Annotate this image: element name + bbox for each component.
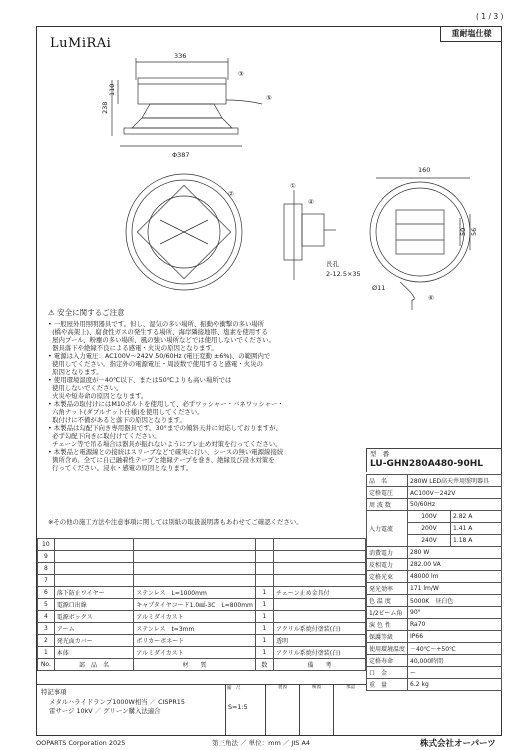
spec-key: 演 色 性 (367, 619, 408, 631)
part-note (273, 611, 365, 623)
part-qty (255, 563, 273, 575)
safety-line: 使用しないでください。 (48, 384, 123, 393)
spec-value: 280W LED高天井用照明器具 (408, 475, 502, 487)
footer-copyright: OOPARTS Corporation 2025 (36, 739, 126, 747)
part-note (273, 551, 365, 563)
part-mat: アルミダイカスト (134, 611, 256, 623)
part-mat: ポリカーボネート (134, 635, 256, 647)
model-number: LU-GHN280A480-90HL (370, 459, 483, 469)
dim-160: 160 (418, 166, 431, 174)
spec-value: －40℃～+50℃ (408, 643, 502, 655)
part-no: 4 (38, 611, 55, 623)
part-name (54, 563, 133, 575)
part-note: 透明 (273, 635, 365, 647)
part-name (54, 575, 133, 587)
footer-company: 株式会社オーパーツ (420, 739, 496, 749)
spec-voltage: 100V (408, 511, 451, 523)
table-row (38, 599, 366, 611)
body-outline (142, 104, 222, 118)
part-no: 1 (38, 647, 55, 659)
callout-5: ⑤ (266, 94, 272, 102)
callout-2: ② (228, 190, 234, 198)
safety-line: チェーン等で吊る場合は器具が振れないようにブレ止め対策を行ってください。 (48, 440, 282, 449)
spec-row (367, 679, 502, 691)
spec-value: 5000K 昼白色 (408, 595, 502, 607)
part-no: 6 (38, 587, 55, 599)
spec-row (367, 511, 502, 523)
safety-line: 原因となります。 (48, 368, 103, 377)
part-name: 電源口出線 (54, 599, 133, 611)
spec-value: 50/60Hz (408, 499, 502, 511)
model-label: 型 番 (370, 450, 390, 458)
part-qty (255, 551, 273, 563)
safety-line: 屋内プール、粉塵の多い場所、風の強い場所などでは使用しないでください。 (48, 336, 275, 345)
spec-value: AC100V～242V (408, 487, 502, 499)
spec-row (367, 487, 502, 499)
part-name: アーム (54, 623, 133, 635)
part-mat (134, 575, 256, 587)
callout-6: ⑥ (428, 294, 434, 302)
model-box (366, 448, 502, 472)
safety-line: 火災や短寿命の原因となります。 (48, 392, 148, 401)
spec-key: 口 金 (367, 667, 408, 679)
table-row (38, 587, 366, 599)
part-mat (134, 551, 256, 563)
safety-title: ⚠ 安全に関するご注意 (48, 308, 125, 317)
safety-line: (橋や高架上)、腐食性ガスの発生する場所、海岸隣接地帯、塩素を使用する (48, 328, 268, 337)
parts-header-name: 部 品 名 (54, 659, 133, 671)
sign-box-2: 検図 (300, 685, 334, 735)
part-no: 5 (38, 599, 55, 611)
safety-line: • 使用環境温度が－40℃以下、または50℃よりも高い場所では (48, 376, 232, 385)
part-mat (134, 539, 256, 551)
brand-logo: LuMiRAi (50, 36, 112, 51)
table-row (38, 623, 366, 635)
safety-notes (48, 308, 378, 472)
spec-key: 1/2ビーム角 (367, 607, 408, 619)
safety-line: • 本製品は勾配下向き専用器具です。30°までの傾斜天井に対応しておりますが、 (48, 424, 282, 433)
safety-line: 必ず勾配下向きに取付けてください。 (48, 432, 161, 441)
table-row (38, 611, 366, 623)
sign-box-3: 承認 (346, 685, 355, 690)
dim-336: 336 (174, 52, 187, 60)
spec-value: 90° (408, 607, 502, 619)
part-mat (134, 563, 256, 575)
special-line-2: 雷サージ 10kV ／ グリーン購入法適合 (49, 707, 161, 715)
spec-row (367, 643, 502, 655)
spec-row (367, 475, 502, 487)
lens-outline (124, 128, 238, 134)
spec-row (367, 667, 502, 679)
safety-line: 器具落下や絶縁不良による感電・火災の原因となります。 (48, 344, 218, 353)
spec-row (367, 583, 502, 595)
spec-key: 使用環境温度 (367, 643, 408, 655)
table-row (38, 563, 366, 575)
hole-label: 長孔 (326, 260, 339, 268)
spec-row (367, 607, 502, 619)
special-label: 特記事項 (41, 688, 67, 696)
part-mat: キャブタイヤコード1.0㎟-3C L=800mm (134, 599, 256, 611)
part-name (54, 551, 133, 563)
table-row (38, 539, 366, 551)
spec-value: IP66 (408, 631, 502, 643)
part-qty: 1 (255, 635, 273, 647)
part-qty: 1 (255, 599, 273, 611)
top-view-outer (370, 182, 470, 282)
spec-key: 定格寿命 (367, 655, 408, 667)
spec-value: 48000 lm (408, 571, 502, 583)
safety-lines (48, 320, 378, 472)
part-name: 本体 (54, 647, 133, 659)
part-no: 8 (38, 563, 55, 575)
spec-row (367, 655, 502, 667)
doc-type: 重耐塩仕様 (451, 29, 492, 38)
spec-key: 皮相電力 (367, 559, 408, 571)
safety-line: • 電源は入力電圧：AC100V～242V 50/60Hz (電圧変動 ±6%)、の範囲内で (48, 352, 271, 361)
spec-key: 発光効率 (367, 583, 408, 595)
arm-outline (138, 78, 226, 104)
spec-voltage: 200V (408, 523, 451, 535)
safety-footnote: ※その他の施工方法や注意事項に関しては別紙の取扱説明書もあわせてご確認ください。 (48, 518, 303, 526)
spec-row (367, 559, 502, 571)
part-mat: ステンレス L=1000mm (134, 587, 256, 599)
part-name: 発光面カバー (54, 635, 133, 647)
part-no: 3 (38, 623, 55, 635)
special-line-1: メタルハライドランプ1000W相当 ／ CISPR15 (49, 698, 185, 706)
spec-key: 定格電圧 (367, 487, 408, 499)
callout-1: ① (290, 182, 296, 190)
dim-110: 110 (108, 83, 116, 96)
spec-table (366, 474, 502, 691)
part-note (273, 539, 365, 551)
footer-standard: 第三角法 ／ 単位：mm ／ JIS A4 (212, 739, 311, 747)
spec-key: 品 名 (367, 475, 408, 487)
scale-label: 縮 尺 (227, 686, 241, 691)
safety-line: 箇所含め、全てに自己融着性テープと絶縁テープを巻き、絶縁及び浸水対策を (48, 456, 275, 465)
safety-line: • 一般屋外用照明器具です。但し、湿気の多い場所、振動や衝撃の多い場所 (48, 320, 265, 329)
spec-key: 定格光束 (367, 571, 408, 583)
warning-icon: ⚠ (48, 308, 55, 317)
spec-value: 6.2 kg (408, 679, 502, 691)
part-mat: ステンレス t=3mm (134, 623, 256, 635)
spec-current: 1.41 A (451, 523, 502, 535)
part-qty (255, 575, 273, 587)
safety-wire (400, 282, 414, 300)
spec-row (367, 499, 502, 511)
spec-row (367, 619, 502, 631)
product-drawing (0, 0, 530, 310)
spec-value: 280 W (408, 547, 502, 559)
spec-value: Ra70 (408, 619, 502, 631)
part-qty: 1 (255, 611, 273, 623)
safety-line: 行ってください。浸水・感電の原因となります。 (48, 464, 193, 473)
spec-row (367, 595, 502, 607)
hole-size: 2-12.5×35 (326, 270, 361, 278)
part-note (273, 599, 365, 611)
page-number: ( 1 / 3 ) (476, 12, 504, 21)
part-no: 2 (38, 635, 55, 647)
part-qty: 1 (255, 647, 273, 659)
safety-line: • 本製品の取付けにはM10ボルトを使用して、必ずワッシャー・バネワッシャー・ (48, 400, 284, 409)
callout-4: ④ (308, 198, 314, 206)
sign-box-1: 製図 (266, 685, 300, 735)
scale-value: S=1:5 (228, 702, 248, 711)
table-row (38, 551, 366, 563)
spec-row (367, 571, 502, 583)
safety-line: 使用してください。指定外の電源電圧・周波数で使用すると感電・火災の (48, 360, 263, 369)
safety-line: • 本製品と電源線との接続はスリーブなどで確実に行い、シースの無い電源線接続 (48, 448, 284, 457)
part-qty: 1 (255, 587, 273, 599)
spec-value: ー (408, 667, 502, 679)
part-note (273, 575, 365, 587)
table-row (38, 635, 366, 647)
parts-table (37, 538, 366, 671)
parts-header-no: No. (38, 659, 55, 671)
safety-line: 取付けに不備があると落下の原因となります。 (48, 416, 186, 425)
parts-header-note: 備 考 (273, 659, 365, 671)
spec-current: 2.82 A (451, 511, 502, 523)
part-qty (255, 539, 273, 551)
dim-11: Ø11 (372, 284, 386, 292)
cable-line (226, 100, 262, 104)
part-no: 7 (38, 575, 55, 587)
safety-line: 六角ナット(ダブルナット仕様)を使用してください。 (48, 408, 204, 417)
dim-238: 238 (101, 101, 109, 114)
table-row (38, 647, 366, 659)
part-note: アクリル系焼付塗装(白) (273, 623, 365, 635)
part-qty: 1 (255, 623, 273, 635)
spec-key: 周 波 数 (367, 499, 408, 511)
part-no: 10 (38, 539, 55, 551)
spec-current: 1.18 A (451, 535, 502, 547)
dim-387: Φ387 (172, 151, 190, 159)
parts-header-qty: 数 (255, 659, 273, 671)
parts-header-row (38, 659, 366, 671)
spec-row (367, 631, 502, 643)
callout-3: ③ (238, 70, 244, 78)
spec-voltage: 240V (408, 535, 451, 547)
spec-key: 消費電力 (367, 547, 408, 559)
dim-56: 56 (470, 227, 478, 236)
spec-value: 171 lm/W (408, 583, 502, 595)
part-mat: アルミダイカスト (134, 647, 256, 659)
spec-key: 保護等級 (367, 631, 408, 643)
table-row (38, 575, 366, 587)
part-note: チェーン止め金具付 (273, 587, 365, 599)
spec-key: 色 温 度 (367, 595, 408, 607)
dim-50: 50 (459, 227, 467, 236)
parts-header-mat: 材 質 (134, 659, 256, 671)
spec-row (367, 547, 502, 559)
spec-key: 入力電流 (367, 511, 408, 547)
spec-value: 40,000時間 (408, 655, 502, 667)
part-name: 落下防止ワイヤー (54, 587, 133, 599)
part-no: 9 (38, 551, 55, 563)
special-box (37, 684, 366, 735)
part-name: 電源ボックス (54, 611, 133, 623)
part-note (273, 563, 365, 575)
part-note: アクリル系焼付塗装(白) (273, 647, 365, 659)
part-name (54, 539, 133, 551)
spec-key: 重 量 (367, 679, 408, 691)
spec-value: 282.00 VA (408, 559, 502, 571)
